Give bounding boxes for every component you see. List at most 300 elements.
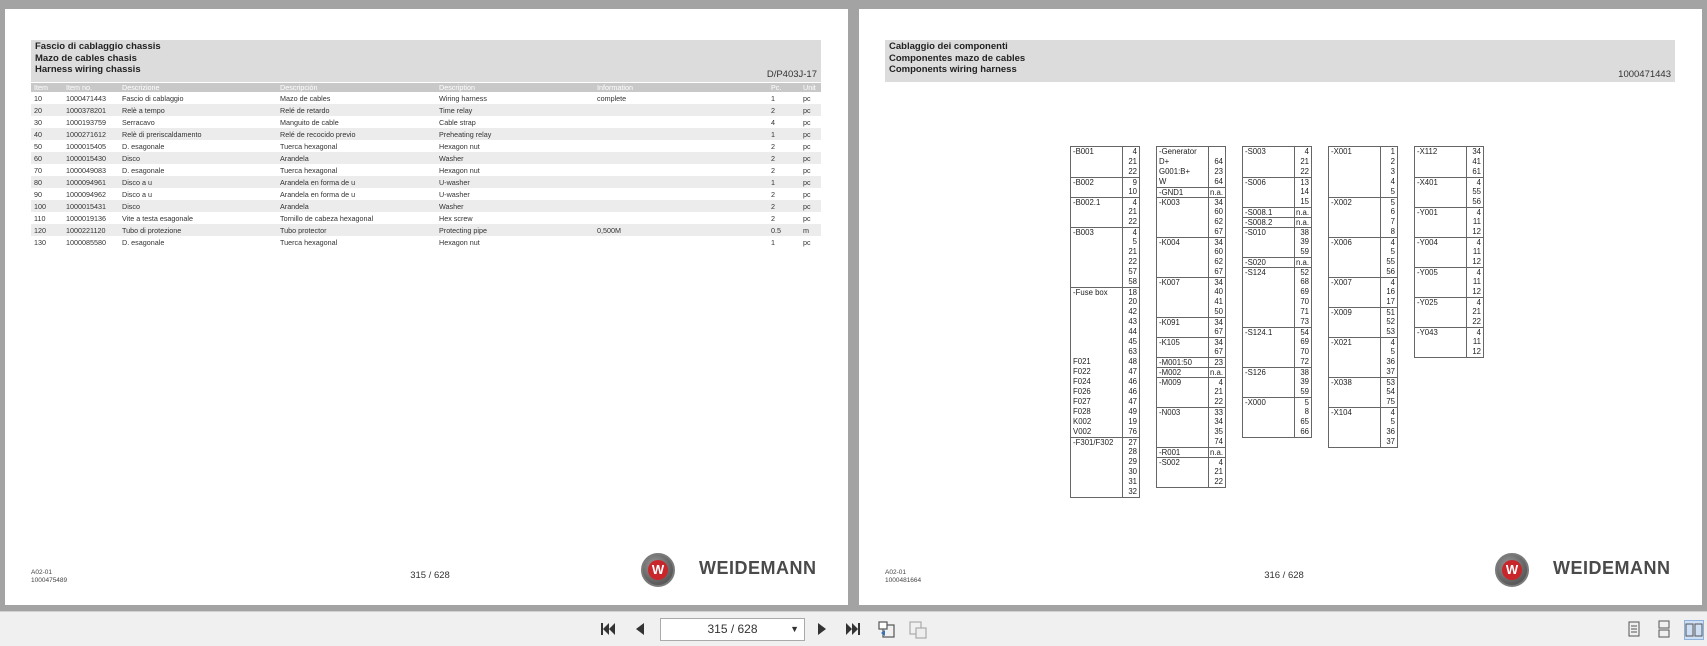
- pin-number: 44: [1122, 327, 1139, 337]
- table-cell: 1000049083: [66, 165, 106, 175]
- table-cell: complete: [597, 93, 627, 103]
- component-row: [1329, 317, 1397, 327]
- pin-number: 52: [1294, 268, 1311, 278]
- pin-number: 69: [1294, 337, 1311, 347]
- component-name: F026: [1073, 387, 1091, 396]
- table-cell: 1000378201: [63, 104, 119, 116]
- table-cell: 1000094961: [63, 176, 119, 188]
- table-cell: pc: [800, 152, 821, 164]
- header-title-it: Fascio di cablaggio chassis: [35, 41, 161, 52]
- component-row: [1157, 377, 1225, 387]
- component-name: -X021: [1331, 338, 1352, 347]
- table-cell: Relè a tempo: [119, 104, 277, 116]
- table-row: [31, 164, 821, 176]
- component-row: [1415, 187, 1483, 197]
- table-cell: pc: [800, 200, 821, 212]
- pin-number: 4: [1466, 178, 1483, 188]
- header-title-en: Harness wiring chassis: [35, 64, 141, 75]
- component-row: [1329, 157, 1397, 167]
- pin-number: 17: [1380, 297, 1397, 307]
- pin-number: 11: [1466, 277, 1483, 287]
- component-row: [1329, 417, 1397, 427]
- table-cell: 40: [31, 128, 63, 140]
- pin-number: 40: [1208, 287, 1225, 297]
- left-page-header: [31, 40, 821, 82]
- component-row: [1415, 167, 1483, 177]
- page-select[interactable]: [660, 618, 805, 641]
- pin-number: 52: [1380, 317, 1397, 327]
- component-row: [1071, 447, 1139, 457]
- table-cell: Hexagon nut: [439, 237, 480, 247]
- table-cell: Tuerca hexagonal: [280, 141, 338, 151]
- component-row: [1329, 227, 1397, 237]
- component-row: [1071, 217, 1139, 227]
- pin-number: n.a.: [1209, 188, 1223, 197]
- component-row: [1415, 337, 1483, 347]
- pin-number: 34: [1208, 417, 1225, 427]
- table-cell: Serracavo: [122, 117, 155, 127]
- continuous-page-icon[interactable]: [1654, 620, 1674, 640]
- pin-number: 4: [1122, 228, 1139, 238]
- header-title-en: Components wiring harness: [889, 64, 1017, 75]
- pin-number: 4: [1208, 458, 1225, 468]
- table-cell: 100: [31, 200, 63, 212]
- component-name: -K003: [1159, 198, 1180, 207]
- pin-number: 21: [1208, 387, 1225, 397]
- table-cell: Arandela: [277, 200, 436, 212]
- pin-number: 48: [1122, 357, 1139, 367]
- pin-number: 22: [1122, 217, 1139, 227]
- table-cell: [594, 200, 768, 212]
- component-row: [1071, 237, 1139, 247]
- pin-number: 34: [1208, 318, 1225, 328]
- component-row: [1071, 427, 1139, 437]
- pin-number: 64: [1208, 177, 1225, 187]
- column-header: Descripción: [277, 83, 436, 92]
- table-cell: 1000471443: [66, 93, 106, 103]
- component-row: [1157, 417, 1225, 427]
- forward-view-icon[interactable]: [908, 620, 928, 640]
- component-row: [1329, 187, 1397, 197]
- table-cell: 1000094962: [66, 189, 106, 199]
- component-row: [1243, 287, 1311, 297]
- pin-number: 28: [1122, 447, 1139, 457]
- pin-number: 11: [1466, 247, 1483, 257]
- component-name: -Y001: [1417, 208, 1438, 217]
- footer-ref: [31, 569, 67, 585]
- component-row: [1415, 347, 1483, 357]
- component-row: [1157, 307, 1225, 317]
- table-cell: Washer: [436, 152, 594, 164]
- pin-number: 55: [1466, 187, 1483, 197]
- table-cell: Vite a testa esagonale: [122, 213, 193, 223]
- component-name: -S010: [1245, 228, 1266, 237]
- component-name: -X007: [1331, 278, 1352, 287]
- pin-number: 21: [1208, 467, 1225, 477]
- component-name: -X009: [1331, 308, 1352, 317]
- pin-number: 4: [1294, 147, 1311, 157]
- pin-number: 50: [1208, 307, 1225, 317]
- pin-number: 5: [1380, 347, 1397, 357]
- component-row: [1415, 317, 1483, 327]
- component-row: [1329, 257, 1397, 267]
- pin-number: n.a.: [1209, 448, 1223, 457]
- component-row: [1071, 327, 1139, 337]
- component-name: -N003: [1159, 408, 1181, 417]
- component-row: [1157, 167, 1225, 177]
- component-row: [1415, 257, 1483, 267]
- component-name: -Y043: [1417, 328, 1438, 337]
- component-row: [1157, 387, 1225, 397]
- parts-table: [31, 83, 821, 248]
- table-cell: 20: [31, 104, 63, 116]
- weidemann-logo-icon: [1495, 553, 1529, 587]
- pin-number: 45: [1122, 337, 1139, 347]
- table-cell: Disco a u: [119, 176, 277, 188]
- component-row: [1157, 207, 1225, 217]
- component-row: [1157, 297, 1225, 307]
- pin-number: 22: [1208, 397, 1225, 407]
- component-name: F027: [1073, 397, 1091, 406]
- pin-number: 67: [1208, 227, 1225, 237]
- pin-number: 22: [1122, 257, 1139, 267]
- pin-number: 5: [1380, 198, 1397, 208]
- component-row: [1415, 237, 1483, 247]
- table-cell: 1: [768, 176, 800, 188]
- table-row: [31, 128, 821, 140]
- pin-number: n.a.: [1295, 258, 1309, 267]
- component-row: [1071, 167, 1139, 177]
- table-row: [31, 212, 821, 224]
- component-row: [1243, 307, 1311, 317]
- table-cell: pc: [803, 165, 811, 175]
- pin-number: 5: [1380, 187, 1397, 197]
- component-row: [1329, 217, 1397, 227]
- table-cell: 4: [771, 117, 775, 127]
- table-cell: 2: [771, 189, 775, 199]
- pin-number: 47: [1122, 367, 1139, 377]
- component-row: [1329, 167, 1397, 177]
- pin-number: 4: [1380, 238, 1397, 248]
- table-cell: pc: [803, 237, 811, 247]
- first-page-icon[interactable]: [598, 620, 618, 640]
- brand-name: WEIDEMANN: [699, 558, 817, 578]
- pin-number: 4: [1122, 198, 1139, 208]
- component-name: -S124.1: [1245, 328, 1273, 337]
- component-name: -K091: [1159, 318, 1180, 327]
- table-row: [31, 224, 821, 236]
- table-row: [31, 104, 821, 116]
- component-row: [1415, 177, 1483, 187]
- pin-number: 76: [1122, 427, 1139, 437]
- component-name: -Y004: [1417, 238, 1438, 247]
- pin-number: 56: [1380, 267, 1397, 277]
- pin-number: 16: [1380, 287, 1397, 297]
- table-cell: U-washer: [439, 189, 470, 199]
- table-cell: 1000015431: [63, 200, 119, 212]
- table-cell: Arandela en forma de u: [280, 189, 356, 199]
- component-row: [1329, 247, 1397, 257]
- component-row: [1329, 407, 1397, 417]
- pin-number: 69: [1294, 287, 1311, 297]
- table-cell: Hexagon nut: [439, 141, 480, 151]
- logo-letter: W: [1502, 560, 1522, 580]
- table-cell: [594, 128, 768, 140]
- footer-ref-1: A02-01: [885, 569, 906, 576]
- pin-number: 5: [1380, 247, 1397, 257]
- table-cell: 2: [768, 200, 800, 212]
- table-cell: Hex screw: [439, 213, 473, 223]
- pin-number: 71: [1294, 307, 1311, 317]
- table-cell: Fascio di cablaggio: [122, 93, 184, 103]
- last-page-icon[interactable]: [843, 620, 863, 640]
- table-cell: 2: [768, 104, 800, 116]
- component-row: [1071, 267, 1139, 277]
- page-number: 315 / 628: [410, 570, 450, 581]
- pin-number: 4: [1122, 147, 1139, 157]
- chevron-down-icon: ▼: [790, 624, 799, 634]
- component-row: [1243, 297, 1311, 307]
- table-cell: pc: [800, 128, 821, 140]
- component-name: -GND1: [1159, 188, 1184, 197]
- table-row: [31, 152, 821, 164]
- table-cell: D. esagonale: [122, 141, 165, 151]
- component-row: [1415, 207, 1483, 217]
- component-row: [1071, 147, 1139, 157]
- header-title-es: Mazo de cables chasis: [35, 53, 137, 64]
- table-cell: [594, 236, 768, 248]
- component-name: -Y025: [1417, 298, 1438, 307]
- prev-page-icon[interactable]: [630, 620, 650, 640]
- table-cell: Relé de recocido previo: [277, 128, 436, 140]
- table-cell: Cable strap: [439, 117, 476, 127]
- pin-number: 65: [1294, 417, 1311, 427]
- component-name: -M009: [1159, 378, 1182, 387]
- component-row: [1329, 237, 1397, 247]
- brand-name: WEIDEMANN: [1553, 558, 1671, 578]
- component-name: -X002: [1331, 198, 1352, 207]
- component-name: -S006: [1245, 178, 1266, 187]
- component-row: [1243, 327, 1311, 337]
- pin-number: 12: [1466, 257, 1483, 267]
- pin-number: 54: [1294, 328, 1311, 338]
- component-row: [1415, 287, 1483, 297]
- viewer-toolbar: [0, 611, 1707, 646]
- pin-number: 75: [1380, 397, 1397, 407]
- pin-number: n.a.: [1295, 218, 1309, 227]
- component-row: [1071, 187, 1139, 197]
- pin-number: 1: [1380, 147, 1397, 157]
- table-cell: [594, 152, 768, 164]
- component-row: [1157, 427, 1225, 437]
- component-row: [1071, 407, 1139, 417]
- table-cell: Washer: [436, 200, 594, 212]
- table-cell: Time relay: [436, 104, 594, 116]
- component-row: [1071, 207, 1139, 217]
- next-page-icon[interactable]: [812, 620, 832, 640]
- component-row: [1243, 217, 1311, 227]
- single-page-icon[interactable]: [1624, 620, 1644, 640]
- pin-number: 4: [1466, 268, 1483, 278]
- component-row: [1157, 177, 1225, 187]
- table-cell: Manguito de cable: [280, 117, 339, 127]
- component-name: F022: [1073, 367, 1091, 376]
- pin-number: 3: [1380, 167, 1397, 177]
- pin-number: 37: [1380, 437, 1397, 447]
- two-page-icon[interactable]: [1684, 620, 1704, 640]
- component-name: F021: [1073, 357, 1091, 366]
- component-row: [1071, 377, 1139, 387]
- table-cell: Protecting pipe: [436, 224, 594, 236]
- pin-number: 33: [1208, 408, 1225, 418]
- component-row: [1329, 347, 1397, 357]
- component-row: [1157, 447, 1225, 457]
- pin-number: 60: [1208, 207, 1225, 217]
- component-row: [1157, 267, 1225, 277]
- component-name: -Generator: [1159, 147, 1197, 156]
- pin-number: 42: [1122, 307, 1139, 317]
- component-row: [1157, 457, 1225, 467]
- column-header: Description: [436, 83, 594, 92]
- pin-number: 67: [1208, 327, 1225, 337]
- table-cell: Tuerca hexagonal: [280, 237, 338, 247]
- component-row: [1415, 247, 1483, 257]
- component-name: W: [1159, 177, 1167, 186]
- component-name: -Fuse box: [1073, 288, 1108, 297]
- pin-number: 62: [1208, 217, 1225, 227]
- pin-number: 12: [1466, 287, 1483, 297]
- component-row: [1157, 437, 1225, 447]
- pin-number: 60: [1208, 247, 1225, 257]
- pin-number: 41: [1208, 297, 1225, 307]
- header-code: D/P403J-17: [766, 69, 817, 80]
- pin-number: 36: [1380, 427, 1397, 437]
- table-cell: Tubo di protezione: [119, 224, 277, 236]
- pin-number: 31: [1122, 477, 1139, 487]
- component-row: [1157, 277, 1225, 287]
- footer-ref-2: 1000481664: [885, 577, 922, 584]
- table-cell: Disco a u: [122, 189, 152, 199]
- pin-number: 39: [1294, 377, 1311, 387]
- component-name: -X401: [1417, 178, 1438, 187]
- pin-number: 27: [1122, 438, 1139, 448]
- pin-number: 58: [1122, 277, 1139, 287]
- component-row: [1157, 187, 1225, 197]
- table-cell: 1000019136: [66, 213, 106, 223]
- component-row: [1071, 287, 1139, 297]
- component-row: [1157, 477, 1225, 487]
- component-row: [1329, 377, 1397, 387]
- column-header: Item no.: [63, 83, 119, 92]
- pin-number: 21: [1122, 247, 1139, 257]
- table-cell: D. esagonale: [122, 237, 165, 247]
- table-cell: 0.5: [768, 224, 800, 236]
- component-name: -X001: [1331, 147, 1352, 156]
- table-cell: [594, 116, 768, 128]
- pin-number: 72: [1294, 357, 1311, 367]
- pin-number: 62: [1208, 257, 1225, 267]
- component-row: [1243, 347, 1311, 357]
- component-name: -M002: [1159, 368, 1182, 377]
- pin-number: 29: [1122, 457, 1139, 467]
- component-row: [1157, 227, 1225, 237]
- pin-number: 38: [1294, 228, 1311, 238]
- pin-number: 22: [1466, 317, 1483, 327]
- pin-number: 18: [1122, 288, 1139, 298]
- table-cell: 1: [771, 237, 775, 247]
- component-name: -R001: [1159, 448, 1181, 457]
- table-cell: 130: [34, 237, 46, 247]
- pin-number: 34: [1208, 278, 1225, 288]
- table-row: [31, 188, 821, 200]
- header-title-es: Componentes mazo de cables: [889, 53, 1026, 64]
- component-row: [1329, 287, 1397, 297]
- pin-number: [1208, 147, 1225, 157]
- pin-number: 9: [1122, 178, 1139, 188]
- table-cell: Arandela: [277, 152, 436, 164]
- component-row: [1415, 197, 1483, 207]
- pin-number: 47: [1122, 397, 1139, 407]
- component-row: [1243, 237, 1311, 247]
- component-name: -B002.1: [1073, 198, 1101, 207]
- component-row: [1415, 227, 1483, 237]
- table-cell: [594, 188, 768, 200]
- component-row: [1329, 277, 1397, 287]
- pin-number: 46: [1122, 377, 1139, 387]
- table-row: [31, 176, 821, 188]
- pin-number: 5: [1122, 237, 1139, 247]
- table-cell: 2: [768, 152, 800, 164]
- component-row: [1071, 437, 1139, 447]
- component-row: [1243, 167, 1311, 177]
- pin-number: 21: [1466, 307, 1483, 317]
- parts-table-header: [31, 83, 821, 92]
- back-view-icon[interactable]: [877, 620, 897, 640]
- component-name: -S126: [1245, 368, 1266, 377]
- component-row: [1157, 287, 1225, 297]
- component-row: [1243, 277, 1311, 287]
- pin-number: 34: [1208, 198, 1225, 208]
- table-cell: 2: [771, 165, 775, 175]
- component-row: [1243, 147, 1311, 157]
- component-row: [1243, 357, 1311, 367]
- pin-number: 15: [1294, 197, 1311, 207]
- table-cell: 1: [768, 128, 800, 140]
- pin-number: 67: [1208, 267, 1225, 277]
- component-name: -S124: [1245, 268, 1266, 277]
- pin-number: 6: [1380, 207, 1397, 217]
- table-cell: Preheating relay: [436, 128, 594, 140]
- component-name: -Y005: [1417, 268, 1438, 277]
- column-header: Item: [31, 83, 63, 92]
- pin-number: 8: [1380, 227, 1397, 237]
- table-cell: 1000015430: [63, 152, 119, 164]
- pin-number: 12: [1466, 227, 1483, 237]
- component-row: [1157, 467, 1225, 477]
- component-block: [1070, 146, 1140, 498]
- table-cell: Mazo de cables: [280, 93, 331, 103]
- page-select-value: 315 / 628: [707, 622, 758, 636]
- right-page-header: [885, 40, 1675, 82]
- table-cell: 2: [771, 213, 775, 223]
- component-row: [1329, 147, 1397, 157]
- table-cell: Arandela en forma de u: [277, 176, 436, 188]
- component-row: [1071, 247, 1139, 257]
- component-row: [1157, 237, 1225, 247]
- column-header: Unit: [800, 83, 821, 92]
- footer-ref-1: A02-01: [31, 569, 52, 576]
- table-cell: 1000015405: [66, 141, 106, 151]
